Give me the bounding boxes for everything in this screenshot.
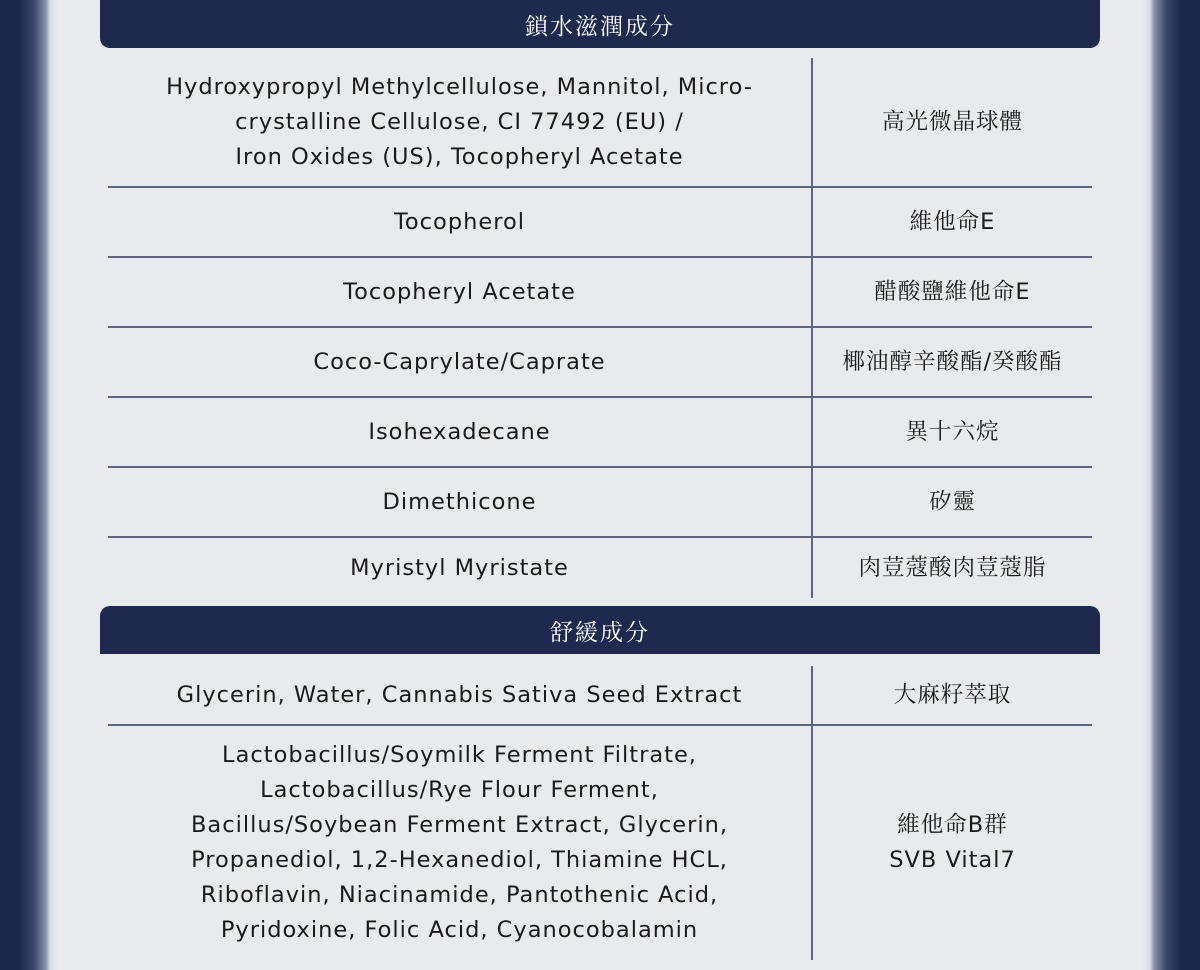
section-title: 舒緩成分: [550, 619, 650, 646]
ingredient-inci-name: Tocopheryl Acetate: [343, 278, 576, 305]
ingredient-inci-name: Isohexadecane: [368, 418, 551, 445]
ingredient-chinese-name: 椰油醇辛酸酯/癸酸酯: [811, 328, 1092, 396]
ingredient-chinese-name: 矽靈: [811, 468, 1092, 536]
ingredient-inci-name: Coco-Caprylate/Caprate: [313, 348, 606, 375]
ingredient-table: [108, 58, 1092, 598]
soothing-section: [100, 606, 1100, 970]
ingredient-chinese-name: 大麻籽萃取: [811, 666, 1092, 724]
section-title: 鎖水滋潤成分: [525, 13, 675, 40]
ingredient-inci-name: Myristyl Myristate: [350, 554, 569, 581]
ingredient-inci-name: Tocopherol: [394, 208, 525, 235]
table-row: [108, 328, 1092, 398]
table-row: [108, 666, 1092, 726]
ingredient-chinese-name: 維他命B群 SVB Vital7: [811, 726, 1092, 960]
ingredient-chinese-name: 異十六烷: [811, 398, 1092, 466]
section-header: [100, 606, 1100, 654]
ingredient-chinese-name: 維他命E: [811, 188, 1092, 256]
ingredient-chinese-name: 肉荳蔻酸肉荳蔻脂: [811, 538, 1092, 598]
table-row: [108, 398, 1092, 468]
table-row: [108, 726, 1092, 960]
table-row: [108, 188, 1092, 258]
ingredient-inci-name: Hydroxypropyl Methylcellulose, Mannitol, Micro- crystalline Cellulose, CI 77492 (EU) / Iron Oxides (US), Tocopheryl Acetate: [166, 73, 753, 170]
table-row: [108, 538, 1092, 598]
table-row: [108, 258, 1092, 328]
ingredient-inci-name: Lactobacillus/Soymilk Ferment Filtrate, Lactobacillus/Rye Flour Ferment, Bacillus/Soybean Ferment Extract, Glycerin, Propanediol, 1,2-Hexanediol, Thiamine HCL, Riboflavin, Niacinamide, Pantothenic Acid, Pyridoxine, Folic Acid, Cyanocobalamin: [190, 742, 729, 943]
ingredient-chinese-name: 高光微晶球體: [811, 58, 1092, 186]
ingredient-chinese-name: 醋酸鹽維他命E: [811, 258, 1092, 326]
ingredient-inci-name: Dimethicone: [382, 488, 537, 515]
ingredient-table: [108, 666, 1092, 960]
table-row: [108, 58, 1092, 188]
section-header: [100, 0, 1100, 48]
moisture-lock-section: [100, 0, 1100, 606]
ingredient-inci-name: Glycerin, Water, Cannabis Sativa Seed Extract: [176, 681, 743, 708]
table-row: [108, 468, 1092, 538]
